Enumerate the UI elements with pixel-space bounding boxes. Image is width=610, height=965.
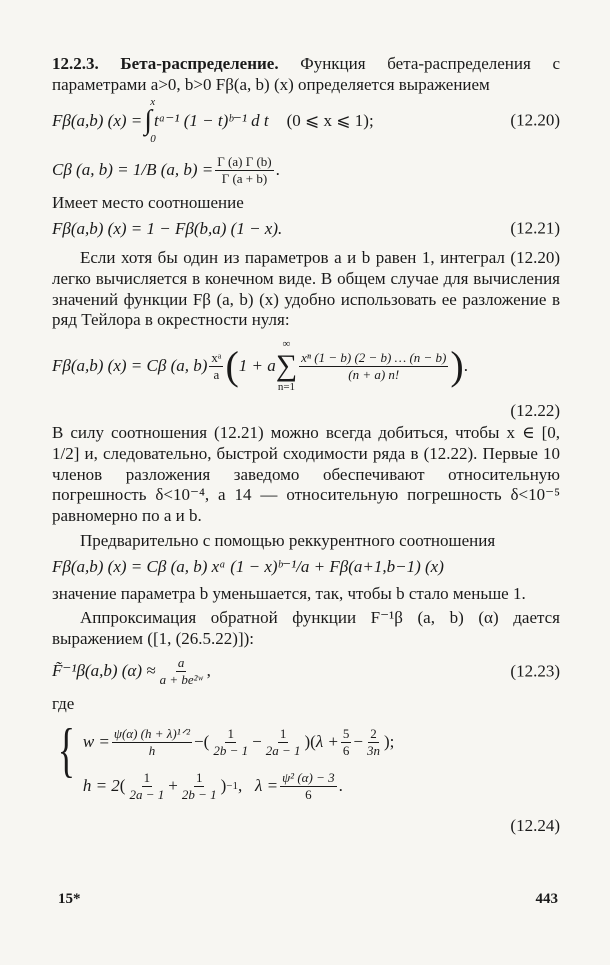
numerator: a <box>177 655 185 671</box>
w-frac-1 <box>112 726 192 759</box>
page-body <box>52 54 560 838</box>
eq-end: . <box>338 776 343 796</box>
approximation-paragraph: Аппроксимация обратной функции F⁻¹β (a, b) (α) дается выражением ([1, (26.5.22)]): <box>52 608 560 649</box>
denominator: h <box>148 742 156 758</box>
gamma-fraction <box>215 154 273 187</box>
w-lhs: w = <box>82 732 110 752</box>
one-plus: 1 + a <box>238 355 276 375</box>
equation-number-12-22: (12.22) <box>510 401 560 421</box>
lower-bound: 0 <box>150 133 156 146</box>
w-equation: w = $\frac{\text{ψ(α) (h + λ)¹ᐟ²}}{h}$ − ( $\frac{1}{2b - 1}$ − $\frac{1}{2a - 1}$ ) ( λ + $\frac{5}{6}$ − $\frac{2}{3n}$ ) ; <box>82 726 395 758</box>
denominator: 2a − 1 <box>129 786 165 802</box>
eq-end: , <box>206 661 211 681</box>
sum-upper: ∞ <box>282 337 291 350</box>
integrand: tᵃ⁻¹ (1 − t)ᵇ⁻¹ d t <box>153 111 269 131</box>
taylor-paragraph: Если хотя бы один из параметров a и b равен 1, интеграл (12.20) легко вычисляется в конечном виде. В общем случае для вычисления значений функции Fβ (a, b) (x) удобно использовать ее разложение в ряд Тейлора в окрестности нуля: <box>52 248 560 330</box>
denominator: Γ (a + b) <box>221 170 268 186</box>
h-lhs: h = 2 <box>82 776 120 796</box>
equation-recurrence <box>52 552 560 584</box>
lambda-plus: λ + <box>315 732 339 752</box>
equation-12-24-system <box>52 717 560 808</box>
approx-fraction <box>158 655 205 688</box>
eq-condition: (0 ⩽ x ⩽ 1); <box>286 111 374 131</box>
minus: − <box>194 732 204 752</box>
eq-lhs: Fβ(a,b) (x) = <box>52 111 143 131</box>
numerator: 1 <box>279 726 287 742</box>
convergence-paragraph: В силу соотношения (12.21) можно всегда добиться, чтобы x ∈ [0, 1/2] и, следовательно, быстрой сходимости ряда в (12.22). Первые 10 членов разложения заведомо обеспечивают относительную погрешность δ<10⁻⁴, а 14 — относительную погрешность δ<10⁻⁵ равномерно по a и b. <box>52 423 560 526</box>
numerator: 2 <box>370 726 377 742</box>
integral-sign: ∫ x 0 <box>144 96 156 146</box>
equation-number-12-24: (12.24) <box>510 816 560 836</box>
h-lambda-equation: h = 2 ( $\frac{1}{2a - 1}$ + $\frac{1}{2b - 1}$ ) −1 , λ = $\frac{\text{ψ² (α) − 3}}{6}$ . <box>82 770 343 802</box>
sum-sign: ∞ ∑ n=1 <box>275 337 298 394</box>
section-heading: 12.2.3. Бета-распределение. <box>52 54 279 73</box>
equation-12-23 <box>52 650 560 694</box>
eq-body: Fβ(a,b) (x) = 1 − Fβ(b,a) (1 − x). <box>52 218 283 238</box>
equation-12-20 <box>52 95 560 147</box>
eq-lhs: Fβ(a,b) (x) = Cβ (a, b) <box>52 355 208 375</box>
denominator: a + be²ʷ <box>159 672 203 688</box>
upper-bound: x <box>150 96 156 109</box>
numerator: 1 <box>143 770 151 786</box>
equation-number: (12.23) <box>510 661 560 681</box>
denominator: a <box>213 366 220 382</box>
eq-lhs: Cβ (a, b) = 1/B (a, b) = <box>52 160 214 180</box>
denominator: 6 <box>342 742 350 758</box>
numerator: 5 <box>342 726 350 742</box>
denominator: 2b − 1 <box>181 786 217 802</box>
eq-body: Fβ(a,b) (x) = Cβ (a, b) xᵃ (1 − x)ᵇ⁻¹/a + Fβ(a+1,b−1) (x) <box>52 557 444 577</box>
w-frac-2 <box>211 726 250 759</box>
denominator: 6 <box>305 786 312 802</box>
equation-number: (12.21) <box>510 218 560 238</box>
numerator: 1 <box>195 770 203 786</box>
where-text: где <box>52 693 75 713</box>
h-frac-1 <box>127 770 166 803</box>
eq-end: ; <box>389 732 395 752</box>
equation-12-21 <box>52 214 560 244</box>
eq-lhs: F̃⁻¹β(a,b) (α) ≈ <box>52 661 156 681</box>
lambda-lhs: λ = <box>255 776 279 796</box>
series-term <box>299 350 448 383</box>
w-frac-5 <box>365 726 382 759</box>
h-frac-2 <box>180 770 219 803</box>
recurrence-paragraph: Предварительно с помощью реккурентного соотношения <box>80 530 496 550</box>
eq-end: . <box>463 355 468 375</box>
system-brace: { <box>57 717 76 784</box>
numerator: 1 <box>227 726 234 742</box>
equation-number: (12.20) <box>510 111 560 131</box>
sum-lower: n=1 <box>277 381 296 394</box>
numerator: ψ(α) (h + λ)¹ᐟ² <box>113 726 191 742</box>
equation-12-22 <box>52 331 560 401</box>
page-footer <box>58 890 558 908</box>
w-frac-3 <box>264 726 303 759</box>
denominator: 3n <box>367 742 380 758</box>
numerator: xⁿ (1 − b) (2 − b) … (n − b) <box>301 349 447 365</box>
intro-text: Функция бета-распределения с параметрами a>0, b>0 Fβ(a, b) (x) определяется выражением <box>52 54 560 94</box>
numerator: xᵃ <box>211 349 222 365</box>
denominator: 2a − 1 <box>265 742 301 758</box>
denominator: 2b − 1 <box>213 742 249 758</box>
section-intro <box>52 54 560 95</box>
signature-mark: 15* <box>58 891 81 907</box>
left-paren: ( <box>225 342 239 388</box>
denominator: (n + a) n! <box>348 366 400 382</box>
lambda-frac <box>280 770 336 803</box>
equation-c-beta: Cβ (a, b) = 1/B (a, b) = $\frac{\Gamma (a) \Gamma (b)}{\Gamma (a + b)}$ . <box>52 154 280 186</box>
page-number: 443 <box>535 891 558 907</box>
xa-fraction <box>209 350 223 383</box>
numerator: ψ² (α) − 3 <box>282 770 335 786</box>
right-paren: ) <box>450 342 464 388</box>
w-frac-4 <box>341 726 352 759</box>
reduce-paragraph: значение параметра b уменьшается, так, чтобы b стало меньше 1. <box>52 583 526 603</box>
numerator: Γ (a) Γ (b) <box>217 154 272 170</box>
relation-text: Имеет место соотношение <box>52 193 244 213</box>
